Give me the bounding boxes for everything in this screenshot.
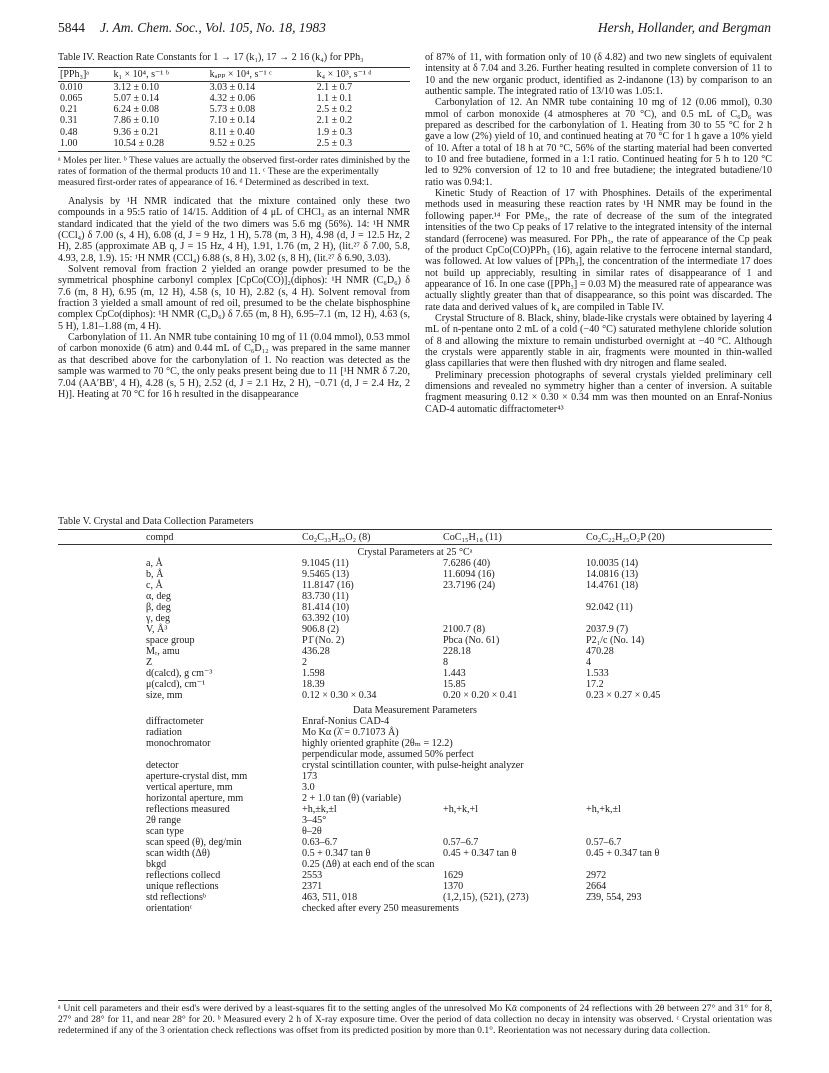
table4-caption: Table IV. Reaction Rate Constants for 1 → 17 (k₁), 17 → 2 16 (k₄) for PPh₃: [58, 52, 364, 63]
table4-cell: 7.10 ± 0.14: [209, 115, 256, 127]
table5-cell: std reflectionsᵇ: [146, 892, 207, 903]
table5-cell: 14.4761 (18): [586, 580, 639, 591]
table4-cell: 9.36 ± 0.21: [113, 126, 159, 138]
body-paragraph: Preliminary precession photographs of several crystals yielded preliminary cell dimensions and revealed no symmetry higher than a center of inversion. A suitable fragment measuring 0.12 × 0.30 × 0.34 mm was then mounted on an Enraf-Nonius CAD-4 automatic diffractometer⁴³: [425, 369, 772, 415]
table5-cell: 173: [302, 771, 318, 782]
table5-row: [58, 903, 772, 914]
table4-col-header: [PPh₃]ᵃ: [58, 67, 111, 81]
table4-cell: 10.54 ± 0.28: [111, 138, 207, 152]
left-body-text: [58, 196, 410, 400]
table5-cell: P2₁/c (No. 14): [586, 635, 645, 646]
table5-row: [58, 657, 772, 668]
body-paragraph: Kinetic Study of Reaction of 17 with Phosphines. Details of the experimental methods used in measuring these reaction rates by ¹H NMR may be found in the following paper.¹⁴ For PMe₃, the rate of decrease of the sum of the integrated intensities of the two Cp peaks of 17 relative to the integrated intensity of the internal standard (ferrocene) was measured. For PPh₃, the rate of appearance of the Cp peak of the product CpCo(CO)PPh₃ (16), again relative to the ferrocene internal standard, was followed. At low values of [PPh₃], the concentration of the intermediate 17 does not build up appreciably, resulting in similar rates of disappearance of 1 and appearance of 16. In one case ([PPh₃] = 0.03 M) the measured rate of appearance was actually slightly greater than that of disappearance, so this point was discarded. The rate data and derived values of k₄ are compiled in Table IV.: [425, 188, 772, 313]
table5-cell: unique reflections: [146, 881, 219, 892]
table4-cell: 5.73 ± 0.08: [209, 104, 256, 116]
table4-row: [58, 81, 410, 93]
table5-cell: 9.1045 (11): [302, 558, 349, 569]
body-paragraph: Solvent removal from fraction 2 yielded an orange powder presumed to be the symmetrical phosphine carbonyl complex [CpCo(CO)]₂(diphos): ¹H NMR (C₆D₆) δ 7.6 (m, 8 H), 6.95 (m, 12 H), 4.58 (s, 10 H), 2.82 (s, 4 H). Solvent removal from fraction 3 yielded a small amount of red oil, presumed to be the chelate bisphosphine complex CpCo(diphos): ¹H NMR (C₆D₆) δ 7.65 (m, 8 H), 6.95–7.1 (m, 12 H), 4.63 (s, 5 H), 1.81–1.88 (m, 4 H).: [58, 264, 410, 332]
table5-row: [58, 738, 772, 749]
table5-row: [58, 892, 772, 903]
table5-cell: 83.730 (11): [302, 591, 349, 602]
table5-cell: 23.7196 (24): [443, 580, 496, 591]
table5-cell: scan speed (θ), deg/min: [146, 837, 242, 848]
table4-col-header: k₁ × 10⁴, s⁻¹ ᵇ: [111, 67, 207, 81]
table4-footnote: ᵃ Moles per liter. ᵇ These values are actually the observed first-order rates diminished by the rates of formation of the thermal products 10 and 11. ᶜ These are the experimentally measured first-order rates of appearance of 16. ᵈ Determined as described in text.: [58, 155, 410, 189]
table5-cell: 2553: [302, 870, 323, 881]
table5-row: [58, 580, 772, 591]
table5-cell: 0.5 + 0.347 tan θ: [302, 848, 371, 859]
table5-cell: 228.18: [443, 646, 471, 657]
table4-header-row: [58, 67, 410, 81]
table5-row: [58, 848, 772, 859]
table5-cell: radiation: [146, 727, 182, 738]
table5-cell: 470.28: [586, 646, 614, 657]
table5-cell: diffractometer: [146, 716, 204, 727]
table4-row: [58, 104, 410, 115]
table5-cell: 11.8147 (16): [302, 580, 354, 591]
table5-cell: 92.042 (11): [586, 602, 633, 613]
table4-col-header: kₐₚₚ × 10⁴, s⁻¹ ᶜ: [208, 67, 315, 81]
table5-cell: 7.6286 (40): [443, 558, 491, 569]
left-column: [58, 52, 410, 400]
table4-cell: 0.31: [60, 115, 78, 127]
table4: [58, 67, 410, 152]
table5-cell: μ(calcd), cm⁻¹: [146, 679, 206, 690]
table4-row: [58, 138, 410, 152]
table5-section-title: Crystal Parameters at 25 °Cᵃ: [357, 547, 473, 558]
table5-cell: 0.12 × 0.30 × 0.34: [302, 690, 377, 701]
table4-cell: 5.07 ± 0.14: [113, 93, 159, 104]
table4-cell: 6.24 ± 0.08: [113, 104, 159, 116]
table4-row: [58, 127, 410, 138]
table5-cell: 2664: [586, 881, 607, 892]
table5-cell: 15.85: [443, 679, 466, 690]
table5-cell: V, Å³: [146, 624, 168, 635]
table5-cell: 1.533: [586, 668, 609, 679]
table5-row: [58, 624, 772, 635]
table5-row: [58, 716, 772, 727]
table5: [58, 529, 772, 1001]
table4-cell: 2.1 ± 0.2: [316, 115, 353, 127]
table5-row: [58, 569, 772, 580]
table5-cell: 0.57–6.7: [586, 837, 622, 848]
table5-cell: perpendicular mode, assumed 50% perfect: [302, 749, 474, 760]
table5-cell: 906.8 (2): [302, 624, 340, 635]
table5-cell: β, deg: [146, 602, 171, 613]
table5-row: [58, 804, 772, 815]
table5-cell: 0.63–6.7: [302, 837, 338, 848]
body-paragraph: Carbonylation of 12. An NMR tube containing 10 mg of 12 (0.06 mmol), 0.30 mmol of carbon monoxide (4 atmospheres at 70 °C), and 0.5 mL of C₆D₆ was prepared as described for the carbonylation of 1. Heating from 30 to 55 °C for 2 h gave a low (2%) yield of 10, and continued heating at 70 °C for 1 h gave a 10% yield of 10. After a total of 18 h at 70 °C, 56% of the starting material had been converted to 10 and free butadiene, formed in a 1:1 ratio. Continued heating for 5 h to 120 °C led to 92% conversion of 12 to 10 and free butadiene; the integrated butadiene/10 ratio was 0.94:1.: [425, 97, 772, 188]
table5-cell: 1629: [443, 870, 464, 881]
table5-cell: Pbca (No. 61): [443, 635, 500, 646]
table5-cell: θ–2θ: [302, 826, 322, 837]
table5-cell: P1̄ (No. 2): [302, 635, 345, 646]
table5-cell: detector: [146, 760, 179, 771]
right-body-text: [425, 52, 772, 415]
table4-cell: 0.21: [60, 104, 78, 116]
body-paragraph: of 87% of 11, with formation only of 10 (δ 4.82) and two new singlets of equivalent intensity at δ 7.04 and 3.26. Further heating resulted in complete conversion of 11 to 10 and the new organic product, identified as 2-indanone (13) by comparison to an authentic sample. The integrated ratio of 13/10 was 1.05:1.: [425, 52, 772, 98]
table5-cell: 9.5465 (13): [302, 569, 350, 580]
table5-cell: compd: [146, 532, 174, 543]
table5-cell: 0.45 + 0.347 tan θ: [443, 848, 517, 859]
table5-cell: reflections collecd: [146, 870, 221, 881]
table5-cell: orientationᶜ: [146, 903, 193, 914]
table5-cell: 11.6094 (16): [443, 569, 495, 580]
table5-cell: 1.443: [443, 668, 466, 679]
table5-row: [58, 782, 772, 793]
table5-cell: 2100.7 (8): [443, 624, 486, 635]
table5-cell: 2972: [586, 870, 607, 881]
table5-row: [58, 826, 772, 837]
table4-cell: 2.1 ± 0.7: [316, 81, 353, 93]
table4-cell: 2.5 ± 0.3: [315, 138, 410, 152]
table5-cell: 14.0816 (13): [586, 569, 639, 580]
table4-cell: 0.065: [60, 93, 83, 104]
table5-row: [58, 837, 772, 848]
table5-row: [58, 613, 772, 624]
table4-cell: 1.00: [58, 138, 111, 152]
table4-cell: 4.32 ± 0.06: [209, 93, 256, 104]
running-header: [58, 20, 771, 36]
table5-cell: 2̄39, 554, 293: [586, 892, 642, 903]
table5-footnote: ᵃ Unit cell parameters and their esd's were derived by a least-squares fit to the setting angles of the unresolved Mo Kᾱ components of 24 reflections with 2θ between 27° and 31° for 8, 27° and 28° for 11, and near 28° for 20. ᵇ Measured every 2 h of X-ray exposure time. Over the period of data collection no decay in intensity was observed. ᶜ Crystal orientation was redetermined if any of the 3 orientation check reflections was offset from its predicted position by more than 0.1°. Reorientation was not necessary during data collection.: [58, 1003, 772, 1037]
table4-cell: 0.010: [60, 81, 83, 93]
journal-citation: J. Am. Chem. Soc., Vol. 105, No. 18, 1983: [100, 20, 326, 35]
table5-cell: reflections measured: [146, 804, 230, 815]
author-line: Hersh, Hollander, and Bergman: [597, 20, 771, 35]
table5-row: [58, 749, 772, 760]
table5-cell: 0.23 × 0.27 × 0.45: [586, 690, 661, 701]
table5-row: [58, 591, 772, 602]
table5-cell: horizontal aperture, mm: [146, 793, 244, 804]
page-number: 5844: [58, 20, 85, 35]
table4-cell: 1.9 ± 0.3: [316, 126, 353, 138]
table5-row: [58, 793, 772, 804]
table5-row: [58, 602, 772, 613]
table4-row: [58, 115, 410, 126]
table5-cell: Enraf-Nonius CAD-4: [302, 716, 390, 727]
table5-cell: +h,+k,±l: [586, 804, 621, 815]
table5-cell: monochromator: [146, 738, 211, 749]
table5-cell: scan width (Δθ): [146, 848, 211, 859]
table5-cell: 81.414 (10): [302, 602, 350, 613]
body-paragraph: Crystal Structure of 8. Black, shiny, blade-like crystals were obtained by layering 4 mL of n-pentane onto 2 mL of a cold (−40 °C) saturated methylene chloride solution of 8 and allowing the mixture to remain undisturbed overnight at −40 °C. Although the crystals were apparently stable in air, fragments were mounted in thin-walled glass capillaries that were then flushed with dry nitrogen and flame sealed.: [425, 312, 772, 370]
table5-cell: 0.20 × 0.20 × 0.41: [443, 690, 518, 701]
table5-cell: Co₂C₃₃H₂₅O₂ (8): [302, 532, 371, 543]
table5-cell: 1370: [443, 881, 464, 892]
right-column: [425, 52, 772, 415]
table4-row: [58, 93, 410, 104]
table5-row: [58, 859, 772, 870]
table5-cell: 8: [443, 657, 449, 668]
table5-cell: aperture-crystal dist, mm: [146, 771, 248, 782]
table5-row: [58, 727, 772, 738]
table4-cell: 9.52 ± 0.25: [208, 138, 315, 152]
table4-body: [58, 81, 410, 151]
table5-row: [58, 690, 772, 701]
table5-row: [58, 646, 772, 657]
table5-cell: Mo Kα (λ̄ = 0.71073 Å): [302, 727, 399, 738]
table5-row: [58, 771, 772, 782]
table5-cell: 4: [586, 657, 592, 668]
table4-cell: 7.86 ± 0.10: [113, 115, 159, 127]
table5-cell: 2θ range: [146, 815, 181, 826]
table5-row: [58, 870, 772, 881]
table5-cell: b, Å: [146, 569, 164, 580]
table5-cell: 463, 5̄11, 018: [302, 892, 358, 903]
table5-cell: size, mm: [146, 690, 183, 701]
table5-cell: c, Å: [146, 580, 163, 591]
table5-cell: 436.28: [302, 646, 330, 657]
table5-cell: 0.45 + 0.347 tan θ: [586, 848, 660, 859]
table5-row: [58, 558, 772, 569]
table5-cell: highly oriented graphite (2θₘ = 12.2): [302, 738, 453, 749]
table5-cell: a, Å: [146, 558, 163, 569]
table4-col-header: k₄ × 10³, s⁻¹ ᵈ: [315, 67, 410, 81]
table5-cell: checked after every 250 measurements: [302, 903, 459, 914]
table4-cell: 1.1 ± 0.1: [316, 93, 353, 104]
table5-row: [58, 679, 772, 690]
table5-row: [58, 760, 772, 771]
table5-caption: Table V. Crystal and Data Collection Parameters: [58, 516, 254, 527]
table5-cell: 63.392 (10): [302, 613, 350, 624]
table5-cell: +h,+k,+l: [443, 804, 479, 815]
table5-cell: 2 + 1.0 tan (θ) (variable): [302, 793, 402, 804]
table5-cell: 0.57–6.7: [443, 837, 479, 848]
table5-cell: 0.25 (Δθ) at each end of the scan: [302, 859, 435, 870]
table5-cell: γ, deg: [146, 613, 171, 624]
table4-cell: 2.5 ± 0.2: [316, 104, 353, 116]
table5-cell: 3.0: [302, 782, 315, 793]
table5-cell: vertical aperture, mm: [146, 782, 233, 793]
table5-cell: Mᵣ, amu: [146, 646, 180, 657]
table5-cell: +h,±k,±l: [302, 804, 337, 815]
table5-cell: 3–45°: [302, 815, 327, 826]
table4-cell: 3.12 ± 0.10: [113, 81, 159, 93]
body-paragraph: Analysis by ¹H NMR indicated that the mixture contained only these two compounds in a 95:5 ratio of 14/15. Addition of 4 μL of CHCl₃ as an internal NMR standard indicated that the yield of the two dimers was 5.6 mg (56%). 14: ¹H NMR (CCl₄) δ 7.00 (s, 4 H), 6.08 (d, J = 9 Hz, 1 H), 5.78 (m, 3 H), 4.98 (d, J = 12.5 Hz, 2 H), 2.85 (approximate AB q, J = 15 Hz, 4 H), 1.91, 1.76 (m, 2 H), (lit.²⁷ δ 7.00, 5.8, 4.93, 2.8, 1.9). 15: ¹H NMR (CCl₄) 6.88 (s, 8 H), 3.02 (s, 8 H), (lit.²⁷ δ 6.90, 3.03).: [58, 196, 410, 264]
table5-cell: 18.39: [302, 679, 325, 690]
body-paragraph: Carbonylation of 11. An NMR tube containing 10 mg of 11 (0.04 mmol), 0.53 mmol of carbon monoxide (6 atm) and 0.44 mL of C₆D₁₂ was prepared in the same manner as that described above for the carbonylation of 1. No reaction was detected as the sample was warmed to 70 °C, the only peaks present being due to 11 [¹H NMR δ 7.20, 7.04 (AA′BB′, 4 H), 4.28 (s, 5 H), 2.52 (d, J = 2.1 Hz, 2 H), −0.71 (d, J = 2.4 Hz, 2 H)]. Heating at 70 °C for 16 h resulted in the disappearance: [58, 332, 410, 400]
table5-cell: space group: [146, 635, 195, 646]
table5-header-rule: [58, 544, 772, 545]
table5-cell: 1.598: [302, 668, 325, 679]
table5-cell: Co₂C₂₂H₂₅O₂P (20): [586, 532, 665, 543]
table5-cell: d(calcd), g cm⁻³: [146, 668, 213, 679]
table5-section-title: Data Measurement Parameters: [353, 705, 477, 716]
table4-cell: 0.48: [60, 126, 78, 138]
table5-cell: α, deg: [146, 591, 171, 602]
table5-row: [58, 635, 772, 646]
table5-cell: 2037.9 (7): [586, 624, 629, 635]
table5-cell: 2: [302, 657, 308, 668]
table5-cell: 17.2: [586, 679, 604, 690]
table5-cell: 10.0035 (14): [586, 558, 639, 569]
table4-cell: 3.03 ± 0.14: [209, 81, 256, 93]
table5-cell: scan type: [146, 826, 184, 837]
table4-cell: 8.11 ± 0.40: [209, 126, 255, 138]
table5-cell: Z: [146, 657, 153, 668]
table5-cell: CoC₁₅H₁₈ (11): [443, 532, 502, 543]
table5-row: [58, 668, 772, 679]
table5-row: [58, 881, 772, 892]
table5-cell: (1,2,15), (521), (273): [443, 892, 529, 903]
table5-cell: 2371: [302, 881, 323, 892]
table5-header-row: [58, 532, 772, 543]
table5-row: [58, 815, 772, 826]
table5-cell: crystal scintillation counter, with pulse-height analyzer: [302, 760, 524, 771]
table5-cell: bkgd: [146, 859, 167, 870]
